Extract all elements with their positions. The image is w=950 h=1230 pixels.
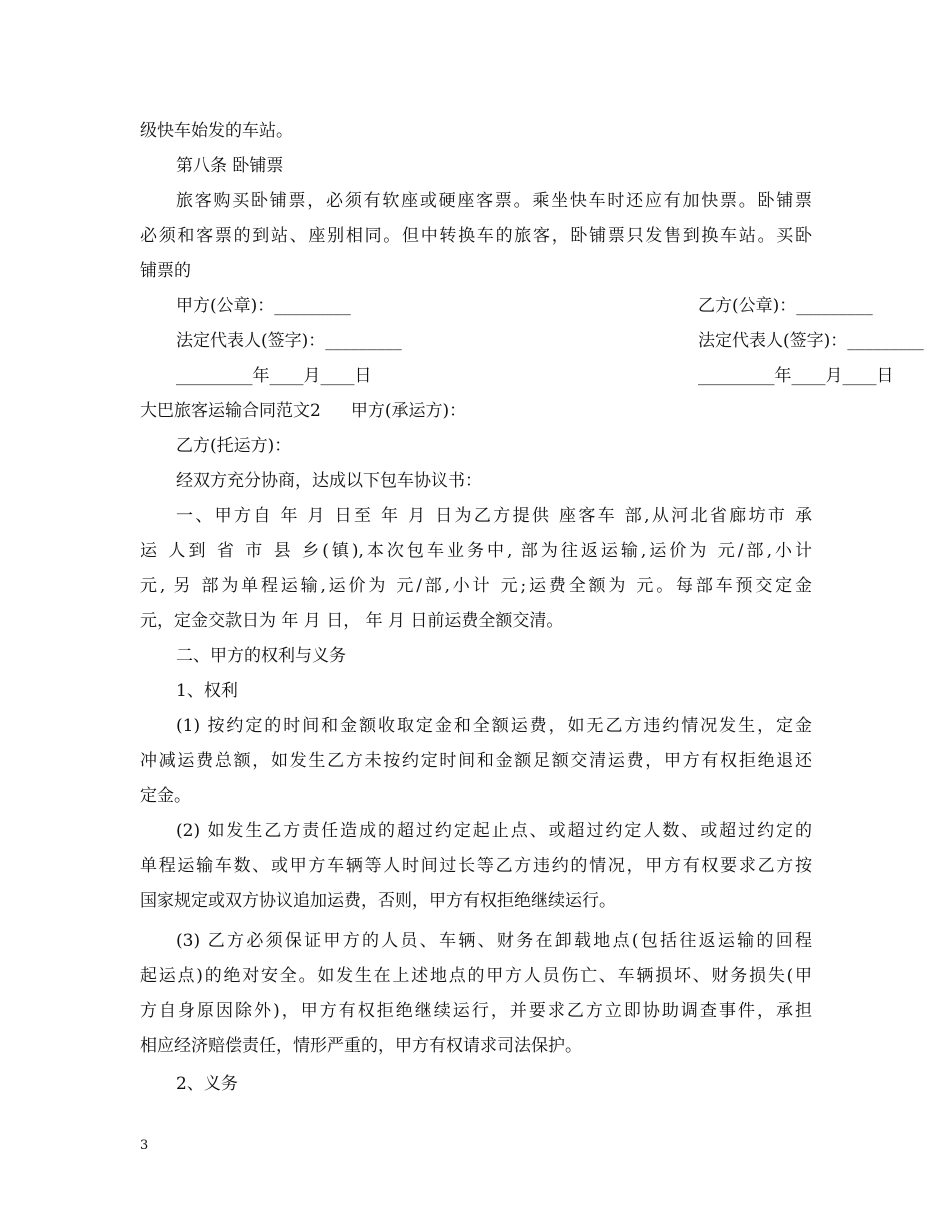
- body-line: 铺票的: [140, 261, 191, 281]
- party-a-seal-field: 甲方(公章)：_________: [176, 296, 351, 316]
- body-line: 相应经济赔偿责任，情形严重的，甲方有权请求司法保护。: [140, 1036, 582, 1056]
- party-a-date-field: _________年____月____日: [176, 366, 372, 386]
- section-title: 大巴旅客运输合同范文2: [140, 401, 321, 421]
- body-line: (3) 乙方必须保证甲方的人员、车辆、财务在卸载地点(包括往返运输的回程: [176, 931, 812, 951]
- article-heading: 第八条 卧铺票: [176, 156, 284, 176]
- page-number: 3: [140, 1138, 149, 1153]
- body-line: 起运点)的绝对安全。如发生在上述地点的甲方人员伤亡、车辆损坏、财务损失(甲: [140, 966, 812, 986]
- party-b-rep-field: 法定代表人(签字)：_________: [698, 331, 924, 351]
- body-line: 运 人到 省 市 县 乡(镇),本次包车业务中, 部为往返运输,运价为 元/部,小计: [140, 541, 812, 561]
- signature-row-date: [176, 365, 894, 387]
- signature-row-seal: [176, 295, 873, 317]
- body-line: 国家规定或双方协议追加运费，否则，甲方有权拒绝继续运行。: [140, 891, 616, 911]
- signature-row-rep: [176, 330, 924, 352]
- party-a-rep-field: 法定代表人(签字)：_________: [176, 331, 402, 351]
- party-b-date-field: _________年____月____日: [698, 366, 894, 386]
- body-line: 定金。: [140, 786, 191, 806]
- body-line: 元, 另 部为单程运输,运价为 元/部,小计 元;运费全额为 元。每部车预交定金: [140, 576, 812, 596]
- subsection-heading: 2、义务: [176, 1074, 238, 1094]
- body-line: 一、甲方自 年 月 日至 年 月 日为乙方提供 座客车 部,从河北省廊坊市 承: [176, 506, 812, 526]
- party-b-seal-field: 乙方(公章)：_________: [698, 296, 873, 316]
- body-line: 单程运输车数、或甲方车辆等人时间过长等乙方违约的情况，甲方有权要求乙方按: [140, 856, 812, 876]
- body-line: 级快车始发的车站。: [140, 121, 293, 141]
- body-line: 必须和客票的到站、座别相同。但中转换车的旅客，卧铺票只发售到换车站。买卧: [140, 226, 812, 246]
- body-line: (1) 按约定的时间和金额收取定金和全额运费，如无乙方违约情况发生，定金: [176, 716, 812, 736]
- body-line: 经双方充分协商，达成以下包车协议书：: [176, 471, 482, 491]
- party-a-label: 甲方(承运方)：: [350, 401, 467, 421]
- section-heading: 二、甲方的权利与义务: [176, 646, 346, 666]
- section-heading-line: [140, 400, 812, 422]
- body-line: 元，定金交款日为 年 月 日， 年 月 日前运费全额交清。: [140, 611, 564, 631]
- body-line: 冲减运费总额，如发生乙方未按约定时间和金额足额交清运费，甲方有权拒绝退还: [140, 751, 812, 771]
- party-b-label: 乙方(托运方)：: [176, 436, 292, 456]
- body-line: (2) 如发生乙方责任造成的超过约定起止点、或超过约定人数、或超过约定的: [176, 821, 812, 841]
- subsection-heading: 1、权利: [176, 681, 238, 701]
- body-line: 旅客购买卧铺票，必须有软座或硬座客票。乘坐快车时还应有加快票。卧铺票: [176, 191, 812, 211]
- body-line: 方自身原因除外)，甲方有权拒绝继续运行，并要求乙方立即协助调查事件，承担: [140, 1001, 812, 1021]
